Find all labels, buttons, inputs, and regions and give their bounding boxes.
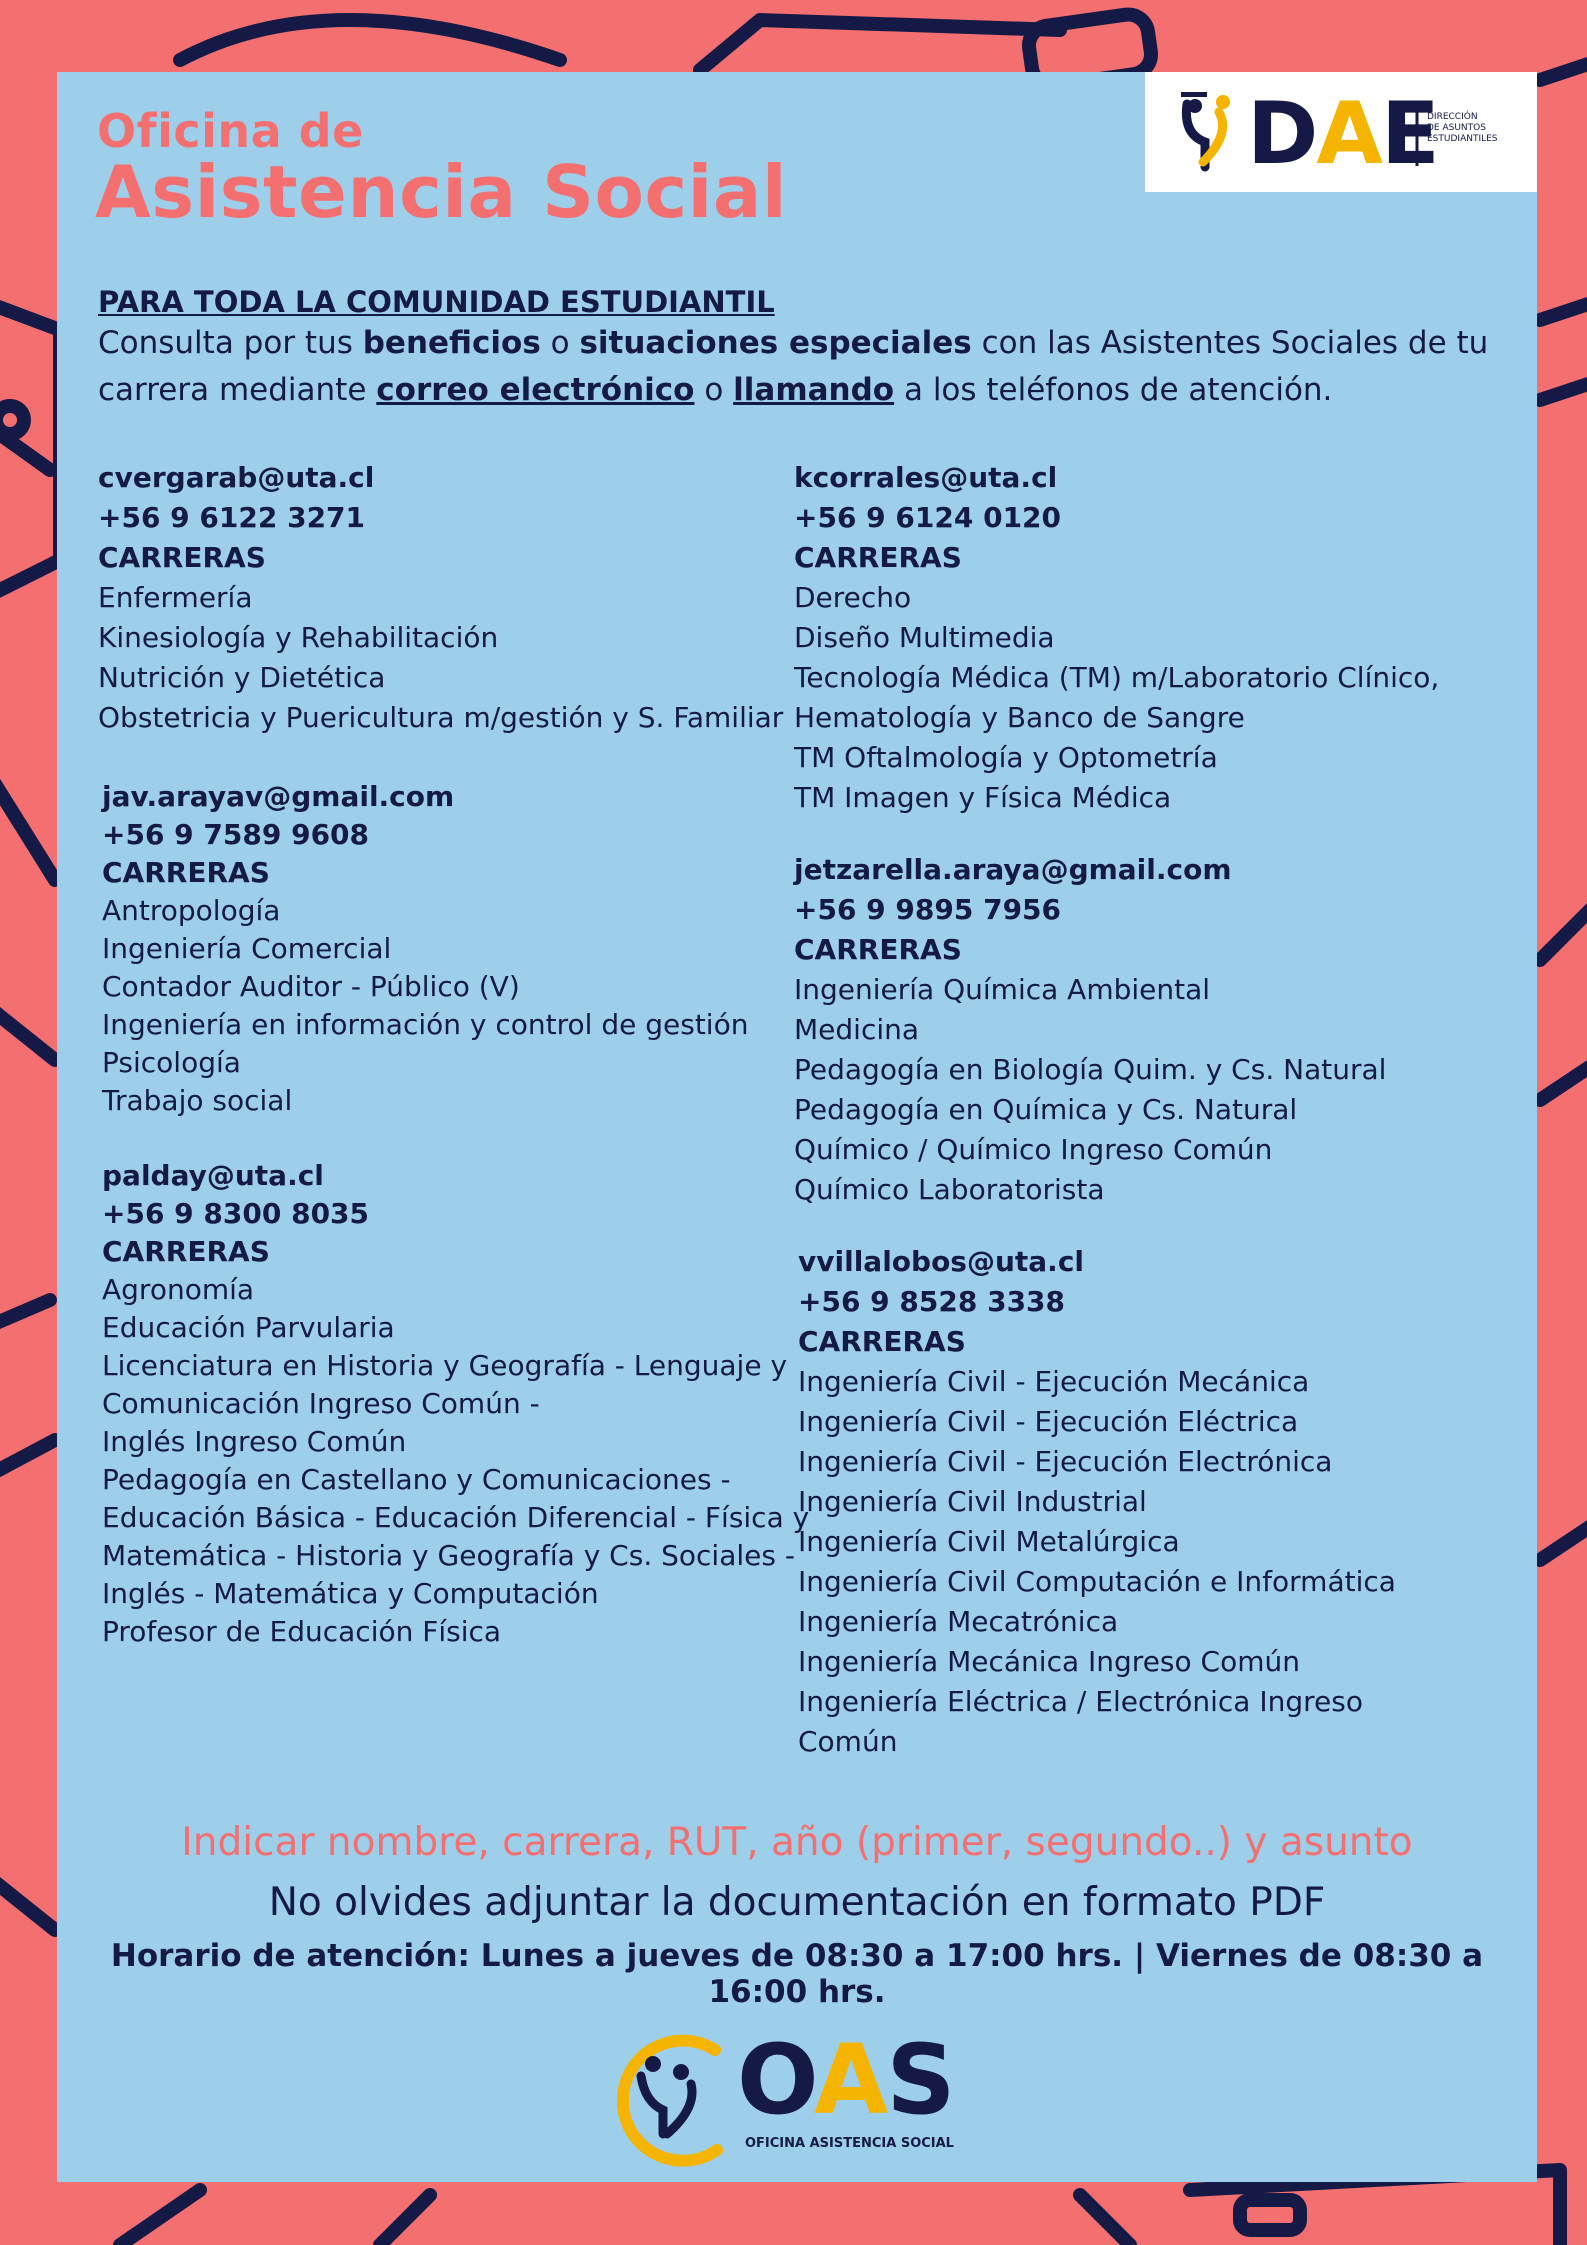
office-hours: Horario de atención: Lunes a jueves de 08:30 a 17:00 hrs. | Viernes de 08:30 a 16:00 hrs.	[110, 1938, 1484, 2010]
dae-logo	[1145, 72, 1537, 192]
oas-wordmark: OAS	[737, 2024, 954, 2136]
career-item: Pedagogía en Biología Quim. y Cs. Natural	[794, 1053, 1387, 1086]
career-item: Medicina	[794, 1013, 920, 1046]
contact-phone[interactable]: +56 9 6122 3271	[98, 501, 366, 534]
career-item: Contador Auditor - Público (V)	[102, 970, 520, 1003]
career-item: Educación Básica - Educación Diferencial - Física y	[102, 1501, 810, 1534]
career-item: Enfermería	[98, 581, 253, 614]
careers-label: CARRERAS	[798, 1325, 966, 1358]
contact-block-jetzarella	[794, 850, 1386, 1210]
careers-label: CARRERAS	[794, 933, 962, 966]
career-item: Químico Laboratorista	[794, 1173, 1105, 1206]
intro-emphasis-benefits: beneficios	[362, 325, 541, 361]
career-item: Kinesiología y Rehabilitación	[98, 621, 499, 654]
career-item: Pedagogía en Castellano y Comunicaciones -	[102, 1463, 731, 1496]
dae-subtitle	[1427, 112, 1498, 145]
contact-block-kcorrales	[794, 458, 1439, 818]
careers-label: CARRERAS	[102, 1235, 270, 1268]
intro-heading: PARA TODA LA COMUNIDAD ESTUDIANTIL	[98, 285, 775, 319]
instructions-note: Indicar nombre, carrera, RUT, año (primer, segundo..) y asunto	[181, 1820, 1413, 1865]
career-item: Trabajo social	[102, 1084, 293, 1117]
contact-phone[interactable]: +56 9 8300 8035	[102, 1197, 370, 1230]
career-item: Profesor de Educación Física	[102, 1615, 502, 1648]
career-item: Químico / Químico Ingreso Común	[794, 1133, 1273, 1166]
career-item: Diseño Multimedia	[794, 621, 1055, 654]
contact-phone[interactable]: +56 9 6124 0120	[794, 501, 1062, 534]
career-item: Inglés Ingreso Común	[102, 1425, 407, 1458]
career-item: Inglés - Matemática y Computación	[102, 1577, 599, 1610]
career-item: Licenciatura en Historia y Geografía - Lenguaje y	[102, 1349, 788, 1382]
intro-email-link: correo electrónico	[376, 372, 695, 408]
content-panel	[57, 72, 1537, 2182]
career-item: Derecho	[794, 581, 912, 614]
careers-label: CARRERAS	[98, 541, 266, 574]
career-item: Matemática - Historia y Geografía y Cs. Sociales -	[102, 1539, 795, 1572]
career-item: Ingeniería Civil Computación e Informática	[798, 1565, 1396, 1598]
contact-block-vvillalobos	[798, 1242, 1396, 1762]
contact-email[interactable]: kcorrales@uta.cl	[794, 461, 1058, 494]
intro-emphasis-special: situaciones especiales	[579, 325, 972, 361]
pdf-reminder: No olvides adjuntar la documentación en formato PDF	[268, 1880, 1326, 1925]
contact-email[interactable]: jetzarella.araya@gmail.com	[794, 853, 1232, 886]
dae-subtitle-line: DIRECCIÓN	[1427, 112, 1478, 122]
contact-block-palday	[102, 1157, 809, 1651]
contact-email[interactable]: cvergarab@uta.cl	[98, 461, 375, 494]
contact-block-cvergarab	[98, 458, 783, 738]
career-item: Ingeniería Química Ambiental	[794, 973, 1211, 1006]
contact-phone[interactable]: +56 9 9895 7956	[794, 893, 1062, 926]
career-item: Ingeniería Mecánica Ingreso Común	[798, 1645, 1300, 1678]
intro-text: con las Asistentes Sociales de tu carrera mediante	[98, 325, 1489, 408]
contact-email[interactable]: jav.arayav@gmail.com	[102, 780, 455, 813]
career-item: Ingeniería Civil - Ejecución Electrónica	[798, 1445, 1333, 1478]
intro-text: Consulta por tus	[98, 325, 363, 361]
career-item: Nutrición y Dietética	[98, 661, 386, 694]
oas-subtitle: OFICINA ASISTENCIA SOCIAL	[745, 2136, 954, 2151]
intro-text: o	[694, 372, 734, 408]
career-item: Ingeniería Eléctrica / Electrónica Ingreso	[798, 1685, 1363, 1718]
contact-email[interactable]: palday@uta.cl	[102, 1159, 324, 1192]
career-item: TM Imagen y Física Médica	[794, 781, 1172, 814]
career-item: Pedagogía en Química y Cs. Natural	[794, 1093, 1298, 1126]
dae-wordmark: DAE	[1247, 84, 1438, 184]
career-item: Ingeniería Civil - Ejecución Mecánica	[798, 1365, 1310, 1398]
intro-section	[98, 284, 1518, 414]
contact-phone[interactable]: +56 9 8528 3338	[798, 1285, 1066, 1318]
careers-label: CARRERAS	[102, 856, 270, 889]
career-item: Tecnología Médica (TM) m/Laboratorio Clínico,	[794, 661, 1440, 694]
career-item: Educación Parvularia	[102, 1311, 395, 1344]
career-item: Ingeniería Civil Industrial	[798, 1485, 1147, 1518]
contact-block-jav-arayav	[102, 778, 748, 1120]
career-item: Ingeniería Civil - Ejecución Eléctrica	[798, 1405, 1299, 1438]
career-item: Agronomía	[102, 1273, 255, 1306]
career-item: Ingeniería en información y control de gestión	[102, 1008, 749, 1041]
title-line-1: Oficina de	[97, 104, 364, 158]
oas-logo	[605, 2022, 965, 2172]
dae-subtitle-line: ESTUDIANTILES	[1427, 134, 1498, 144]
intro-text: a los teléfonos de atención.	[894, 372, 1333, 408]
career-item: Antropología	[102, 894, 281, 927]
career-item: TM Oftalmología y Optometría	[794, 741, 1218, 774]
careers-label: CARRERAS	[794, 541, 962, 574]
career-item: Psicología	[102, 1046, 241, 1079]
career-item: Hematología y Banco de Sangre	[794, 701, 1245, 734]
career-item: Ingeniería Comercial	[102, 932, 392, 965]
intro-paragraph	[98, 320, 1518, 414]
career-item: Ingeniería Mecatrónica	[798, 1605, 1119, 1638]
intro-call-link: llamando	[733, 372, 895, 408]
contact-email[interactable]: vvillalobos@uta.cl	[798, 1245, 1085, 1278]
career-item: Común	[798, 1725, 898, 1758]
intro-text: o	[540, 325, 580, 361]
title-line-2: Asistencia Social	[95, 150, 788, 234]
dae-subtitle-line: DE ASUNTOS	[1427, 123, 1486, 133]
contact-phone[interactable]: +56 9 7589 9608	[102, 818, 370, 851]
career-item: Comunicación Ingreso Común -	[102, 1387, 540, 1420]
career-item: Obstetricia y Puericultura m/gestión y S. Familiar	[98, 701, 784, 734]
career-item: Ingeniería Civil Metalúrgica	[798, 1525, 1180, 1558]
